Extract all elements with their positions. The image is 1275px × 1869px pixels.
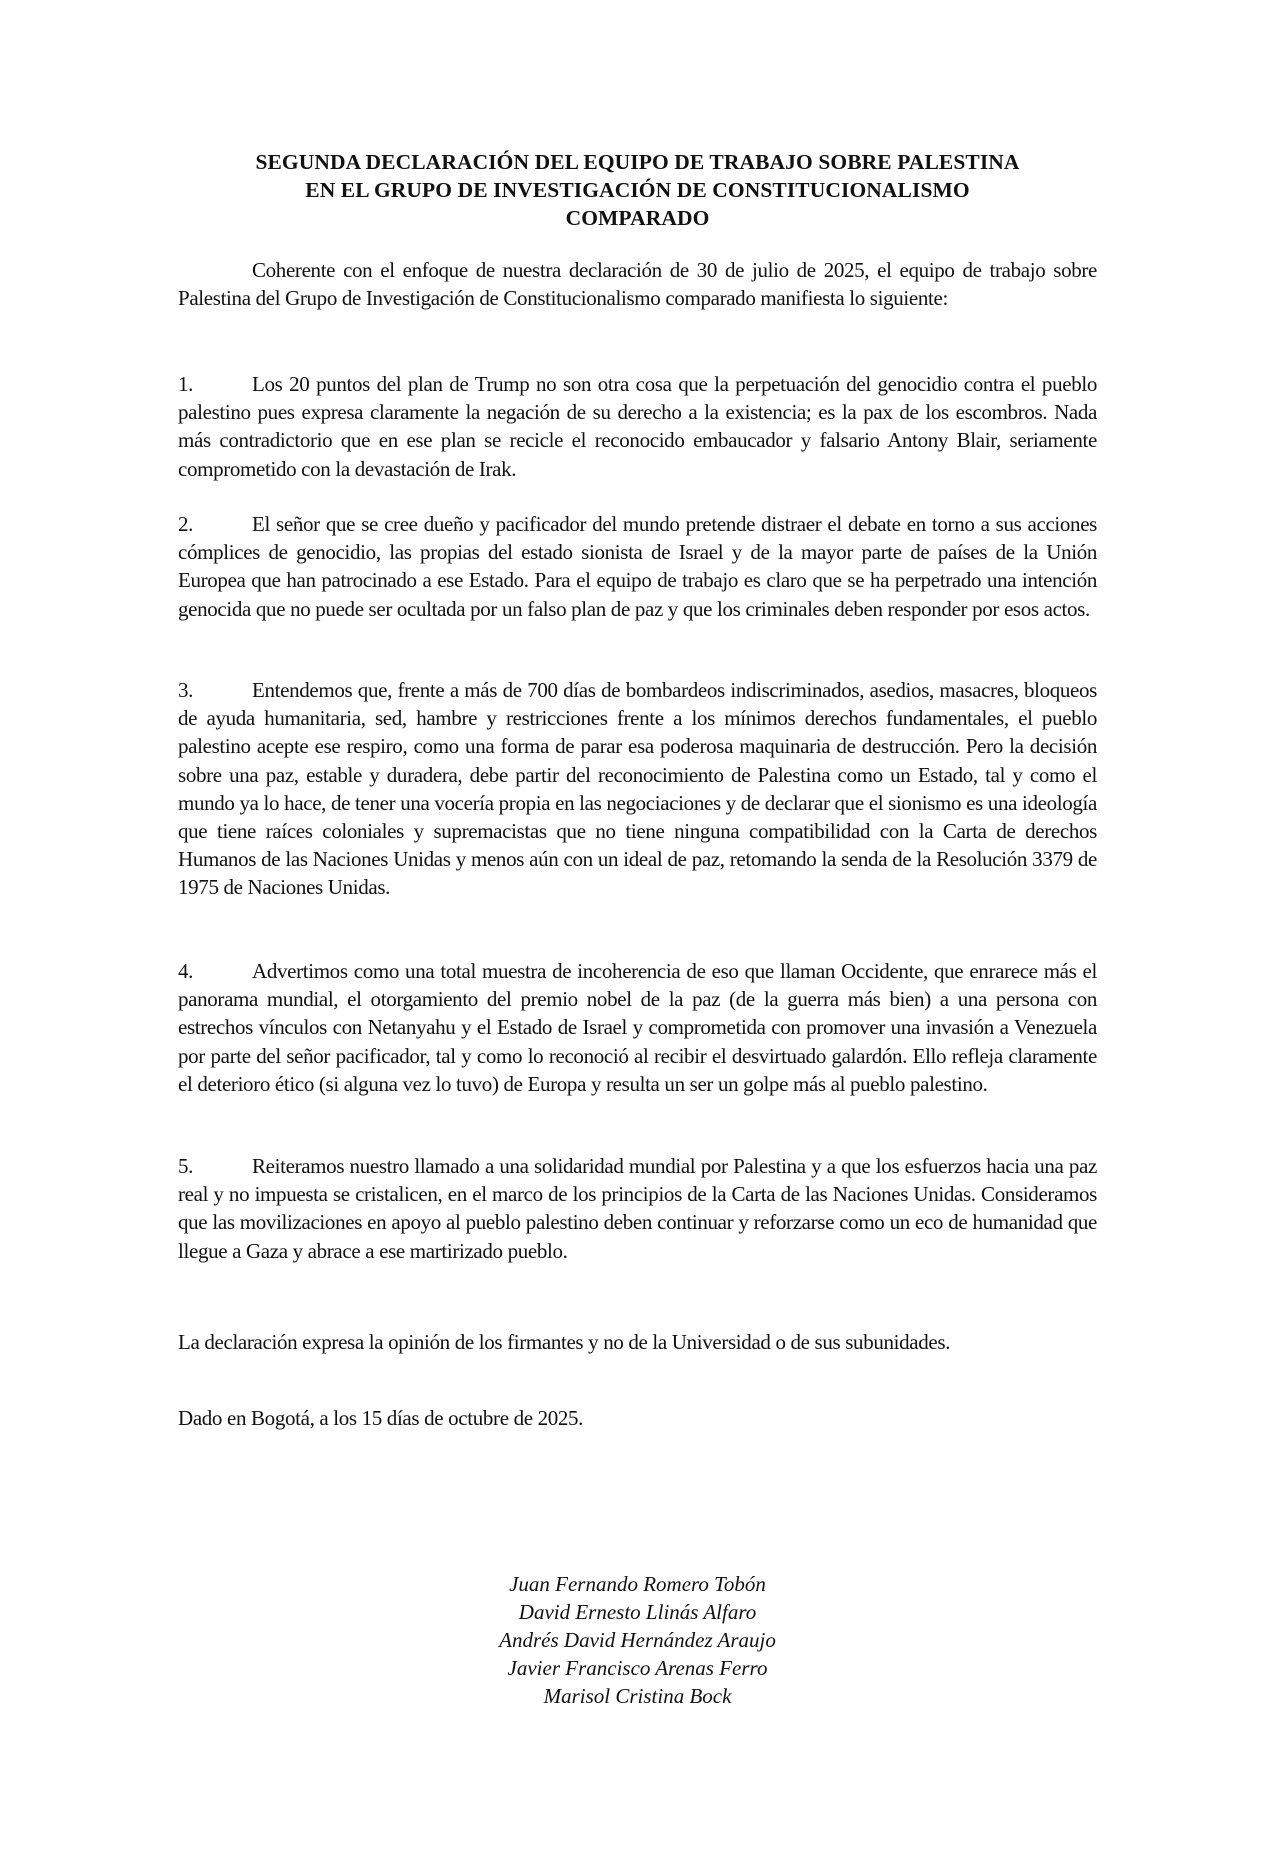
- signatory: Andrés David Hernández Araujo: [499, 1628, 776, 1652]
- item-text: El señor que se cree dueño y pacificador del mundo pretende distraer el debate en torno a sus acciones cómplices de genocidio, las propias del estado sionista de Israel y de la mayor parte de países de la Unión Europea que han patrocinado a ese Estado. Para el equipo de trabajo es claro que se ha perpetrado una intención genocida que no puede ser ocultada por un falso plan de paz y que los criminales deben responder por esos actos.: [178, 512, 1097, 621]
- item-text: Entendemos que, frente a más de 700 días de bombardeos indiscriminados, asedios, masacres, bloqueos de ayuda humanitaria, sed, hambre y restricciones frente a los mínimos derechos fundamentales, el pueblo palestino acepte ese respiro, como una forma de parar esa poderosa maquinaria de destrucción. Pero la decisión sobre una paz, estable y duradera, debe partir del reconocimiento de Palestina como un Estado, tal y como el mundo ya lo hace, de tener una vocería propia en las negociaciones y de declarar que el sionismo es una ideología que tiene raíces coloniales y supremacistas que no tiene ninguna compatibilidad con la Carta de derechos Humanos de las Naciones Unidas y menos aún con un ideal de paz, retomando la senda de la Resolución 3379 de 1975 de Naciones Unidas.: [178, 678, 1097, 900]
- title-line: SEGUNDA DECLARACIÓN DEL EQUIPO DE TRABAJO SOBRE PALESTINA: [255, 150, 1020, 174]
- numbered-item: [178, 676, 1097, 902]
- item-number: 5.: [178, 1154, 194, 1178]
- item-number: 3.: [178, 678, 194, 702]
- numbered-item: [178, 1152, 1097, 1265]
- item-number: 2.: [178, 512, 194, 536]
- signatory: Javier Francisco Arenas Ferro: [507, 1656, 768, 1680]
- signatory: David Ernesto Llinás Alfaro: [518, 1600, 757, 1624]
- disclaimer: La declaración expresa la opinión de los firmantes y no de la Universidad o de sus subunidades.: [178, 1330, 951, 1354]
- item-text: Los 20 puntos del plan de Trump no son otra cosa que la perpetuación del genocidio contra el pueblo palestino pues expresa claramente la negación de su derecho a la existencia; es la pax de los escombros. Nada más contradictorio que en ese plan se recicle el reconocido embaucador y falsario Antony Blair, seriamente comprometido con la devastación de Irak.: [178, 372, 1097, 481]
- item-text: Reiteramos nuestro llamado a una solidaridad mundial por Palestina y a que los esfuerzos hacia una paz real y no impuesta se cristalicen, en el marco de los principios de la Carta de las Naciones Unidas. Consideramos que las movilizaciones en apoyo al pueblo palestino deben continuar y reforzarse como un eco de humanidad que llegue a Gaza y abrace a ese martirizado pueblo.: [178, 1154, 1097, 1263]
- numbered-item: [178, 510, 1097, 623]
- item-number: 1.: [178, 372, 194, 396]
- item-number: 4.: [178, 959, 194, 983]
- numbered-item: [178, 957, 1097, 1098]
- title-line: EN EL GRUPO DE INVESTIGACIÓN DE CONSTITUCIONALISMO: [305, 178, 970, 202]
- title-line: COMPARADO: [565, 206, 710, 230]
- item-text: Advertimos como una total muestra de incoherencia de eso que llaman Occidente, que enrarece más el panorama mundial, el otorgamiento del premio nobel de la paz (de la guerra más bien) a una persona con estrechos vínculos con Netanyahu y el Estado de Israel y comprometida con promover una invasión a Venezuela por parte del señor pacificador, tal y como lo reconoció al recibir el desvirtuado galardón. Ello refleja claramente el deterioro ético (si alguna vez lo tuvo) de Europa y resulta un ser un golpe más al pueblo palestino.: [178, 959, 1097, 1096]
- numbered-item: [178, 370, 1097, 483]
- signatory: Marisol Cristina Bock: [543, 1684, 732, 1708]
- intro-paragraph: Coherente con el enfoque de nuestra declaración de 30 de julio de 2025, el equipo de trabajo sobre Palestina del Grupo de Investigación de Constitucionalismo comparado manifiesta lo siguiente:: [178, 258, 1097, 311]
- date-line: Dado en Bogotá, a los 15 días de octubre de 2025.: [178, 1406, 584, 1430]
- signatories: [178, 1570, 1097, 1710]
- document-title: [178, 148, 1097, 232]
- signatory: Juan Fernando Romero Tobón: [509, 1572, 766, 1596]
